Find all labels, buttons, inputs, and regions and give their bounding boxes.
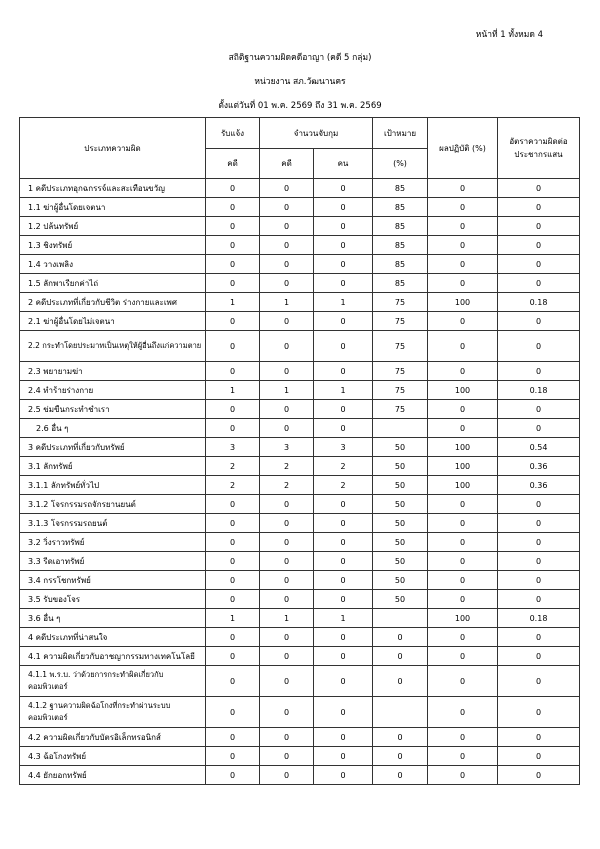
crime-type-cell: 2.1 ฆ่าผู้อื่นโดยไม่เจตนา xyxy=(20,312,206,331)
arrest-cases-cell: 0 xyxy=(260,766,314,785)
performance-cell: 0 xyxy=(428,255,498,274)
arrest-cases-cell: 0 xyxy=(260,236,314,255)
target-cell: 85 xyxy=(373,236,428,255)
target-cell: 50 xyxy=(373,514,428,533)
rate-cell: 0 xyxy=(498,255,580,274)
table-row xyxy=(20,438,580,457)
table-row xyxy=(20,217,580,236)
crime-type-cell: 3.4 กรรโชกทรัพย์ xyxy=(20,571,206,590)
arrest-cases-cell: 0 xyxy=(260,179,314,198)
reported-cell: 0 xyxy=(206,274,260,293)
performance-cell: 0 xyxy=(428,495,498,514)
rate-cell: 0 xyxy=(498,666,580,697)
arrest-cases-cell: 0 xyxy=(260,198,314,217)
table-row xyxy=(20,766,580,785)
table-row xyxy=(20,179,580,198)
arrest-persons-cell: 0 xyxy=(314,274,373,293)
performance-cell: 0 xyxy=(428,766,498,785)
reported-cell: 0 xyxy=(206,312,260,331)
target-cell: 0 xyxy=(373,728,428,747)
crime-type-cell: 4 คดีประเภทที่น่าสนใจ xyxy=(20,628,206,647)
crime-type-cell: 3.1 ลักทรัพย์ xyxy=(20,457,206,476)
reported-cell: 0 xyxy=(206,236,260,255)
target-cell: 50 xyxy=(373,533,428,552)
rate-cell: 0 xyxy=(498,217,580,236)
performance-cell: 0 xyxy=(428,400,498,419)
arrest-persons-cell: 0 xyxy=(314,571,373,590)
arrest-cases-cell: 2 xyxy=(260,476,314,495)
arrest-persons-cell: 0 xyxy=(314,198,373,217)
reported-cell: 0 xyxy=(206,255,260,274)
reported-cell: 0 xyxy=(206,647,260,666)
table-row xyxy=(20,533,580,552)
target-cell: 75 xyxy=(373,312,428,331)
page-number: หน้าที่ 1 ทั้งหมด 4 xyxy=(475,30,543,40)
reported-cell: 2 xyxy=(206,457,260,476)
arrest-persons-cell: 0 xyxy=(314,400,373,419)
arrest-cases-cell: 1 xyxy=(260,293,314,312)
reported-cell: 1 xyxy=(206,381,260,400)
performance-cell: 0 xyxy=(428,666,498,697)
reported-cell: 0 xyxy=(206,747,260,766)
arrest-persons-cell: 0 xyxy=(314,728,373,747)
header-reported: รับแจ้ง xyxy=(206,118,260,149)
crime-type-cell: 3.5 รับของโจร xyxy=(20,590,206,609)
target-cell: 0 xyxy=(373,666,428,697)
target-cell: 50 xyxy=(373,552,428,571)
reported-cell: 1 xyxy=(206,293,260,312)
arrest-persons-cell: 0 xyxy=(314,666,373,697)
reported-cell: 2 xyxy=(206,476,260,495)
crime-type-cell: 4.4 ยักยอกทรัพย์ xyxy=(20,766,206,785)
arrest-persons-cell: 0 xyxy=(314,179,373,198)
table-body xyxy=(20,179,580,785)
crime-type-cell: 1 คดีประเภทอุกฉกรรจ์และสะเทือนขวัญ xyxy=(20,179,206,198)
arrest-persons-cell: 0 xyxy=(314,255,373,274)
crime-type-cell: 2.4 ทำร้ายร่างกาย xyxy=(20,381,206,400)
rate-cell: 0 xyxy=(498,419,580,438)
arrest-cases-cell: 0 xyxy=(260,400,314,419)
header-arrest-cases: คดี xyxy=(260,149,314,179)
rate-cell: 0 xyxy=(498,236,580,255)
header-crime-type: ประเภทความผิด xyxy=(20,118,206,179)
reported-cell: 3 xyxy=(206,438,260,457)
arrest-persons-cell: 3 xyxy=(314,438,373,457)
target-cell: 50 xyxy=(373,571,428,590)
table-row xyxy=(20,590,580,609)
arrest-persons-cell: 0 xyxy=(314,628,373,647)
crime-type-cell: 2.3 พยายามฆ่า xyxy=(20,362,206,381)
table-row xyxy=(20,255,580,274)
rate-cell: 0.36 xyxy=(498,476,580,495)
performance-cell: 0 xyxy=(428,647,498,666)
arrest-persons-cell: 1 xyxy=(314,293,373,312)
rate-cell: 0 xyxy=(498,362,580,381)
crime-type-cell: 3.1.3 โจรกรรมรถยนต์ xyxy=(20,514,206,533)
reported-cell: 1 xyxy=(206,609,260,628)
table-header xyxy=(20,118,580,179)
target-cell: 85 xyxy=(373,179,428,198)
reported-cell: 0 xyxy=(206,514,260,533)
arrest-persons-cell: 0 xyxy=(314,590,373,609)
table-row xyxy=(20,381,580,400)
rate-cell: 0 xyxy=(498,312,580,331)
reported-cell: 0 xyxy=(206,628,260,647)
crime-type-cell: 3.2 วิ่งราวทรัพย์ xyxy=(20,533,206,552)
crime-type-cell: 4.1 ความผิดเกี่ยวกับอาชญากรรมทางเทคโนโลยี xyxy=(20,647,206,666)
rate-cell: 0 xyxy=(498,331,580,362)
arrest-cases-cell: 1 xyxy=(260,609,314,628)
table-row xyxy=(20,236,580,255)
arrest-persons-cell: 0 xyxy=(314,419,373,438)
performance-cell: 0 xyxy=(428,362,498,381)
target-cell: 50 xyxy=(373,476,428,495)
crime-type-cell: 4.3 ฉ้อโกงทรัพย์ xyxy=(20,747,206,766)
arrest-persons-cell: 0 xyxy=(314,362,373,381)
arrest-cases-cell: 0 xyxy=(260,312,314,331)
arrest-cases-cell: 0 xyxy=(260,217,314,236)
reported-cell: 0 xyxy=(206,571,260,590)
arrest-persons-cell: 2 xyxy=(314,457,373,476)
target-cell: 85 xyxy=(373,255,428,274)
rate-cell: 0 xyxy=(498,697,580,728)
arrest-cases-cell: 0 xyxy=(260,697,314,728)
table-row xyxy=(20,571,580,590)
performance-cell: 0 xyxy=(428,419,498,438)
performance-cell: 0 xyxy=(428,533,498,552)
rate-cell: 0 xyxy=(498,552,580,571)
table-row xyxy=(20,198,580,217)
arrest-persons-cell: 0 xyxy=(314,312,373,331)
table-row xyxy=(20,419,580,438)
crime-type-cell: 2.6 อื่น ๆ xyxy=(20,419,206,438)
reported-cell: 0 xyxy=(206,198,260,217)
crime-type-cell: 1.4 วางเพลิง xyxy=(20,255,206,274)
crime-type-cell: 1.2 ปล้นทรัพย์ xyxy=(20,217,206,236)
header-reported-cases: คดี xyxy=(206,149,260,179)
table-row xyxy=(20,400,580,419)
crime-type-cell: 3.1.1 ลักทรัพย์ทั่วไป xyxy=(20,476,206,495)
reported-cell: 0 xyxy=(206,179,260,198)
header-arrest-persons: คน xyxy=(314,149,373,179)
crime-type-cell: 3.1.2 โจรกรรมรถจักรยานยนต์ xyxy=(20,495,206,514)
target-cell: 85 xyxy=(373,198,428,217)
table-row xyxy=(20,552,580,571)
arrest-persons-cell: 0 xyxy=(314,533,373,552)
rate-cell: 0 xyxy=(498,274,580,293)
arrest-cases-cell: 0 xyxy=(260,495,314,514)
arrest-persons-cell: 0 xyxy=(314,331,373,362)
reported-cell: 0 xyxy=(206,419,260,438)
performance-cell: 0 xyxy=(428,747,498,766)
reported-cell: 0 xyxy=(206,331,260,362)
performance-cell: 0 xyxy=(428,274,498,293)
performance-cell: 100 xyxy=(428,381,498,400)
performance-cell: 0 xyxy=(428,571,498,590)
target-cell: 85 xyxy=(373,274,428,293)
arrest-persons-cell: 1 xyxy=(314,609,373,628)
reported-cell: 0 xyxy=(206,495,260,514)
target-cell: 0 xyxy=(373,766,428,785)
arrest-cases-cell: 1 xyxy=(260,381,314,400)
rate-cell: 0.18 xyxy=(498,381,580,400)
target-cell xyxy=(373,697,428,728)
arrest-cases-cell: 0 xyxy=(260,590,314,609)
arrest-cases-cell: 0 xyxy=(260,552,314,571)
rate-cell: 0 xyxy=(498,628,580,647)
performance-cell: 0 xyxy=(428,514,498,533)
crime-type-cell: 1.5 ลักพาเรียกค่าไถ่ xyxy=(20,274,206,293)
header-target-percent: (%) xyxy=(373,149,428,179)
report-period: ตั้งแต่วันที่ 01 พ.ค. 2569 ถึง 31 พ.ค. 2569 xyxy=(218,101,382,111)
header-target: เป้าหมาย xyxy=(373,118,428,149)
crime-type-cell: 2.5 ข่มขืนกระทำชำเรา xyxy=(20,400,206,419)
rate-cell: 0 xyxy=(498,514,580,533)
table-row xyxy=(20,274,580,293)
report-title: สถิติฐานความผิดคดีอาญา (คดี 5 กลุ่ม) xyxy=(228,53,372,63)
target-cell: 50 xyxy=(373,438,428,457)
performance-cell: 0 xyxy=(428,198,498,217)
performance-cell: 0 xyxy=(428,552,498,571)
target-cell: 75 xyxy=(373,293,428,312)
arrest-cases-cell: 0 xyxy=(260,571,314,590)
performance-cell: 0 xyxy=(428,590,498,609)
performance-cell: 0 xyxy=(428,331,498,362)
performance-cell: 100 xyxy=(428,476,498,495)
target-cell xyxy=(373,609,428,628)
reported-cell: 0 xyxy=(206,666,260,697)
performance-cell: 0 xyxy=(428,236,498,255)
arrest-cases-cell: 0 xyxy=(260,274,314,293)
performance-cell: 0 xyxy=(428,628,498,647)
target-cell: 50 xyxy=(373,457,428,476)
crime-type-cell: 2.2 กระทำโดยประมาทเป็นเหตุให้ผู้อื่นถึงแก่ความตาย xyxy=(20,331,206,362)
agency-name: หน่วยงาน สภ.วัฒนานคร xyxy=(254,77,346,87)
rate-cell: 0 xyxy=(498,179,580,198)
target-cell xyxy=(373,419,428,438)
performance-cell: 0 xyxy=(428,217,498,236)
performance-cell: 0 xyxy=(428,697,498,728)
table-row xyxy=(20,457,580,476)
arrest-persons-cell: 0 xyxy=(314,747,373,766)
table-row xyxy=(20,747,580,766)
crime-type-cell: 3.3 รีดเอาทรัพย์ xyxy=(20,552,206,571)
reported-cell: 0 xyxy=(206,590,260,609)
reported-cell: 0 xyxy=(206,728,260,747)
rate-cell: 0 xyxy=(498,533,580,552)
rate-cell: 0 xyxy=(498,590,580,609)
target-cell: 0 xyxy=(373,628,428,647)
rate-cell: 0.54 xyxy=(498,438,580,457)
arrest-cases-cell: 2 xyxy=(260,457,314,476)
target-cell: 50 xyxy=(373,495,428,514)
table-row xyxy=(20,514,580,533)
arrest-cases-cell: 0 xyxy=(260,331,314,362)
arrest-cases-cell: 0 xyxy=(260,419,314,438)
arrest-cases-cell: 3 xyxy=(260,438,314,457)
rate-cell: 0.36 xyxy=(498,457,580,476)
arrest-persons-cell: 0 xyxy=(314,514,373,533)
crime-statistics-table xyxy=(19,117,580,785)
arrest-cases-cell: 0 xyxy=(260,514,314,533)
reported-cell: 0 xyxy=(206,697,260,728)
rate-cell: 0 xyxy=(498,766,580,785)
arrest-cases-cell: 0 xyxy=(260,533,314,552)
performance-cell: 100 xyxy=(428,438,498,457)
arrest-persons-cell: 0 xyxy=(314,647,373,666)
arrest-cases-cell: 0 xyxy=(260,666,314,697)
target-cell: 85 xyxy=(373,217,428,236)
reported-cell: 0 xyxy=(206,766,260,785)
arrest-persons-cell: 0 xyxy=(314,552,373,571)
reported-cell: 0 xyxy=(206,400,260,419)
performance-cell: 0 xyxy=(428,312,498,331)
rate-cell: 0 xyxy=(498,728,580,747)
rate-cell: 0 xyxy=(498,198,580,217)
rate-cell: 0 xyxy=(498,747,580,766)
arrest-persons-cell: 0 xyxy=(314,495,373,514)
table-row xyxy=(20,312,580,331)
table-row xyxy=(20,495,580,514)
crime-type-cell: 4.2 ความผิดเกี่ยวกับบัตรอิเล็กทรอนิกส์ xyxy=(20,728,206,747)
target-cell: 50 xyxy=(373,590,428,609)
target-cell: 75 xyxy=(373,381,428,400)
table-row xyxy=(20,609,580,628)
performance-cell: 0 xyxy=(428,728,498,747)
reported-cell: 0 xyxy=(206,362,260,381)
arrest-cases-cell: 0 xyxy=(260,647,314,666)
crime-type-cell: 1.1 ฆ่าผู้อื่นโดยเจตนา xyxy=(20,198,206,217)
target-cell: 0 xyxy=(373,647,428,666)
rate-cell: 0 xyxy=(498,571,580,590)
arrest-cases-cell: 0 xyxy=(260,747,314,766)
table-row xyxy=(20,728,580,747)
table-row xyxy=(20,697,580,728)
target-cell: 75 xyxy=(373,362,428,381)
arrest-cases-cell: 0 xyxy=(260,628,314,647)
table-row xyxy=(20,647,580,666)
performance-cell: 100 xyxy=(428,293,498,312)
header-arrested: จำนวนจับกุม xyxy=(260,118,373,149)
crime-type-cell: 1.3 ชิงทรัพย์ xyxy=(20,236,206,255)
table-row xyxy=(20,628,580,647)
header-performance: ผลปฏิบัติ (%) xyxy=(428,118,498,179)
target-cell: 75 xyxy=(373,400,428,419)
arrest-cases-cell: 0 xyxy=(260,255,314,274)
arrest-cases-cell: 0 xyxy=(260,728,314,747)
rate-cell: 0.18 xyxy=(498,293,580,312)
table-row xyxy=(20,362,580,381)
arrest-persons-cell: 1 xyxy=(314,381,373,400)
arrest-persons-cell: 0 xyxy=(314,766,373,785)
arrest-persons-cell: 0 xyxy=(314,697,373,728)
rate-cell: 0 xyxy=(498,647,580,666)
table-row xyxy=(20,666,580,697)
header-rate: อัตราความผิดต่อประชากรแสน xyxy=(498,118,580,179)
performance-cell: 100 xyxy=(428,457,498,476)
crime-type-cell: 2 คดีประเภทที่เกี่ยวกับชีวิต ร่างกายและเพศ xyxy=(20,293,206,312)
rate-cell: 0 xyxy=(498,495,580,514)
crime-type-cell: 4.1.2 ฐานความผิดฉ้อโกงที่กระทำผ่านระบบคอมพิวเตอร์ xyxy=(20,697,206,728)
reported-cell: 0 xyxy=(206,552,260,571)
table-row xyxy=(20,331,580,362)
performance-cell: 0 xyxy=(428,179,498,198)
arrest-cases-cell: 0 xyxy=(260,362,314,381)
reported-cell: 0 xyxy=(206,217,260,236)
performance-cell: 100 xyxy=(428,609,498,628)
table-row xyxy=(20,293,580,312)
table-row xyxy=(20,476,580,495)
crime-type-cell: 4.1.1 พ.ร.บ. ว่าด้วยการกระทำผิดเกี่ยวกับคอมพิวเตอร์ xyxy=(20,666,206,697)
target-cell: 75 xyxy=(373,331,428,362)
crime-type-cell: 3.6 อื่น ๆ xyxy=(20,609,206,628)
crime-type-cell: 3 คดีประเภทที่เกี่ยวกับทรัพย์ xyxy=(20,438,206,457)
arrest-persons-cell: 2 xyxy=(314,476,373,495)
reported-cell: 0 xyxy=(206,533,260,552)
arrest-persons-cell: 0 xyxy=(314,236,373,255)
arrest-persons-cell: 0 xyxy=(314,217,373,236)
target-cell: 0 xyxy=(373,747,428,766)
rate-cell: 0 xyxy=(498,400,580,419)
rate-cell: 0.18 xyxy=(498,609,580,628)
